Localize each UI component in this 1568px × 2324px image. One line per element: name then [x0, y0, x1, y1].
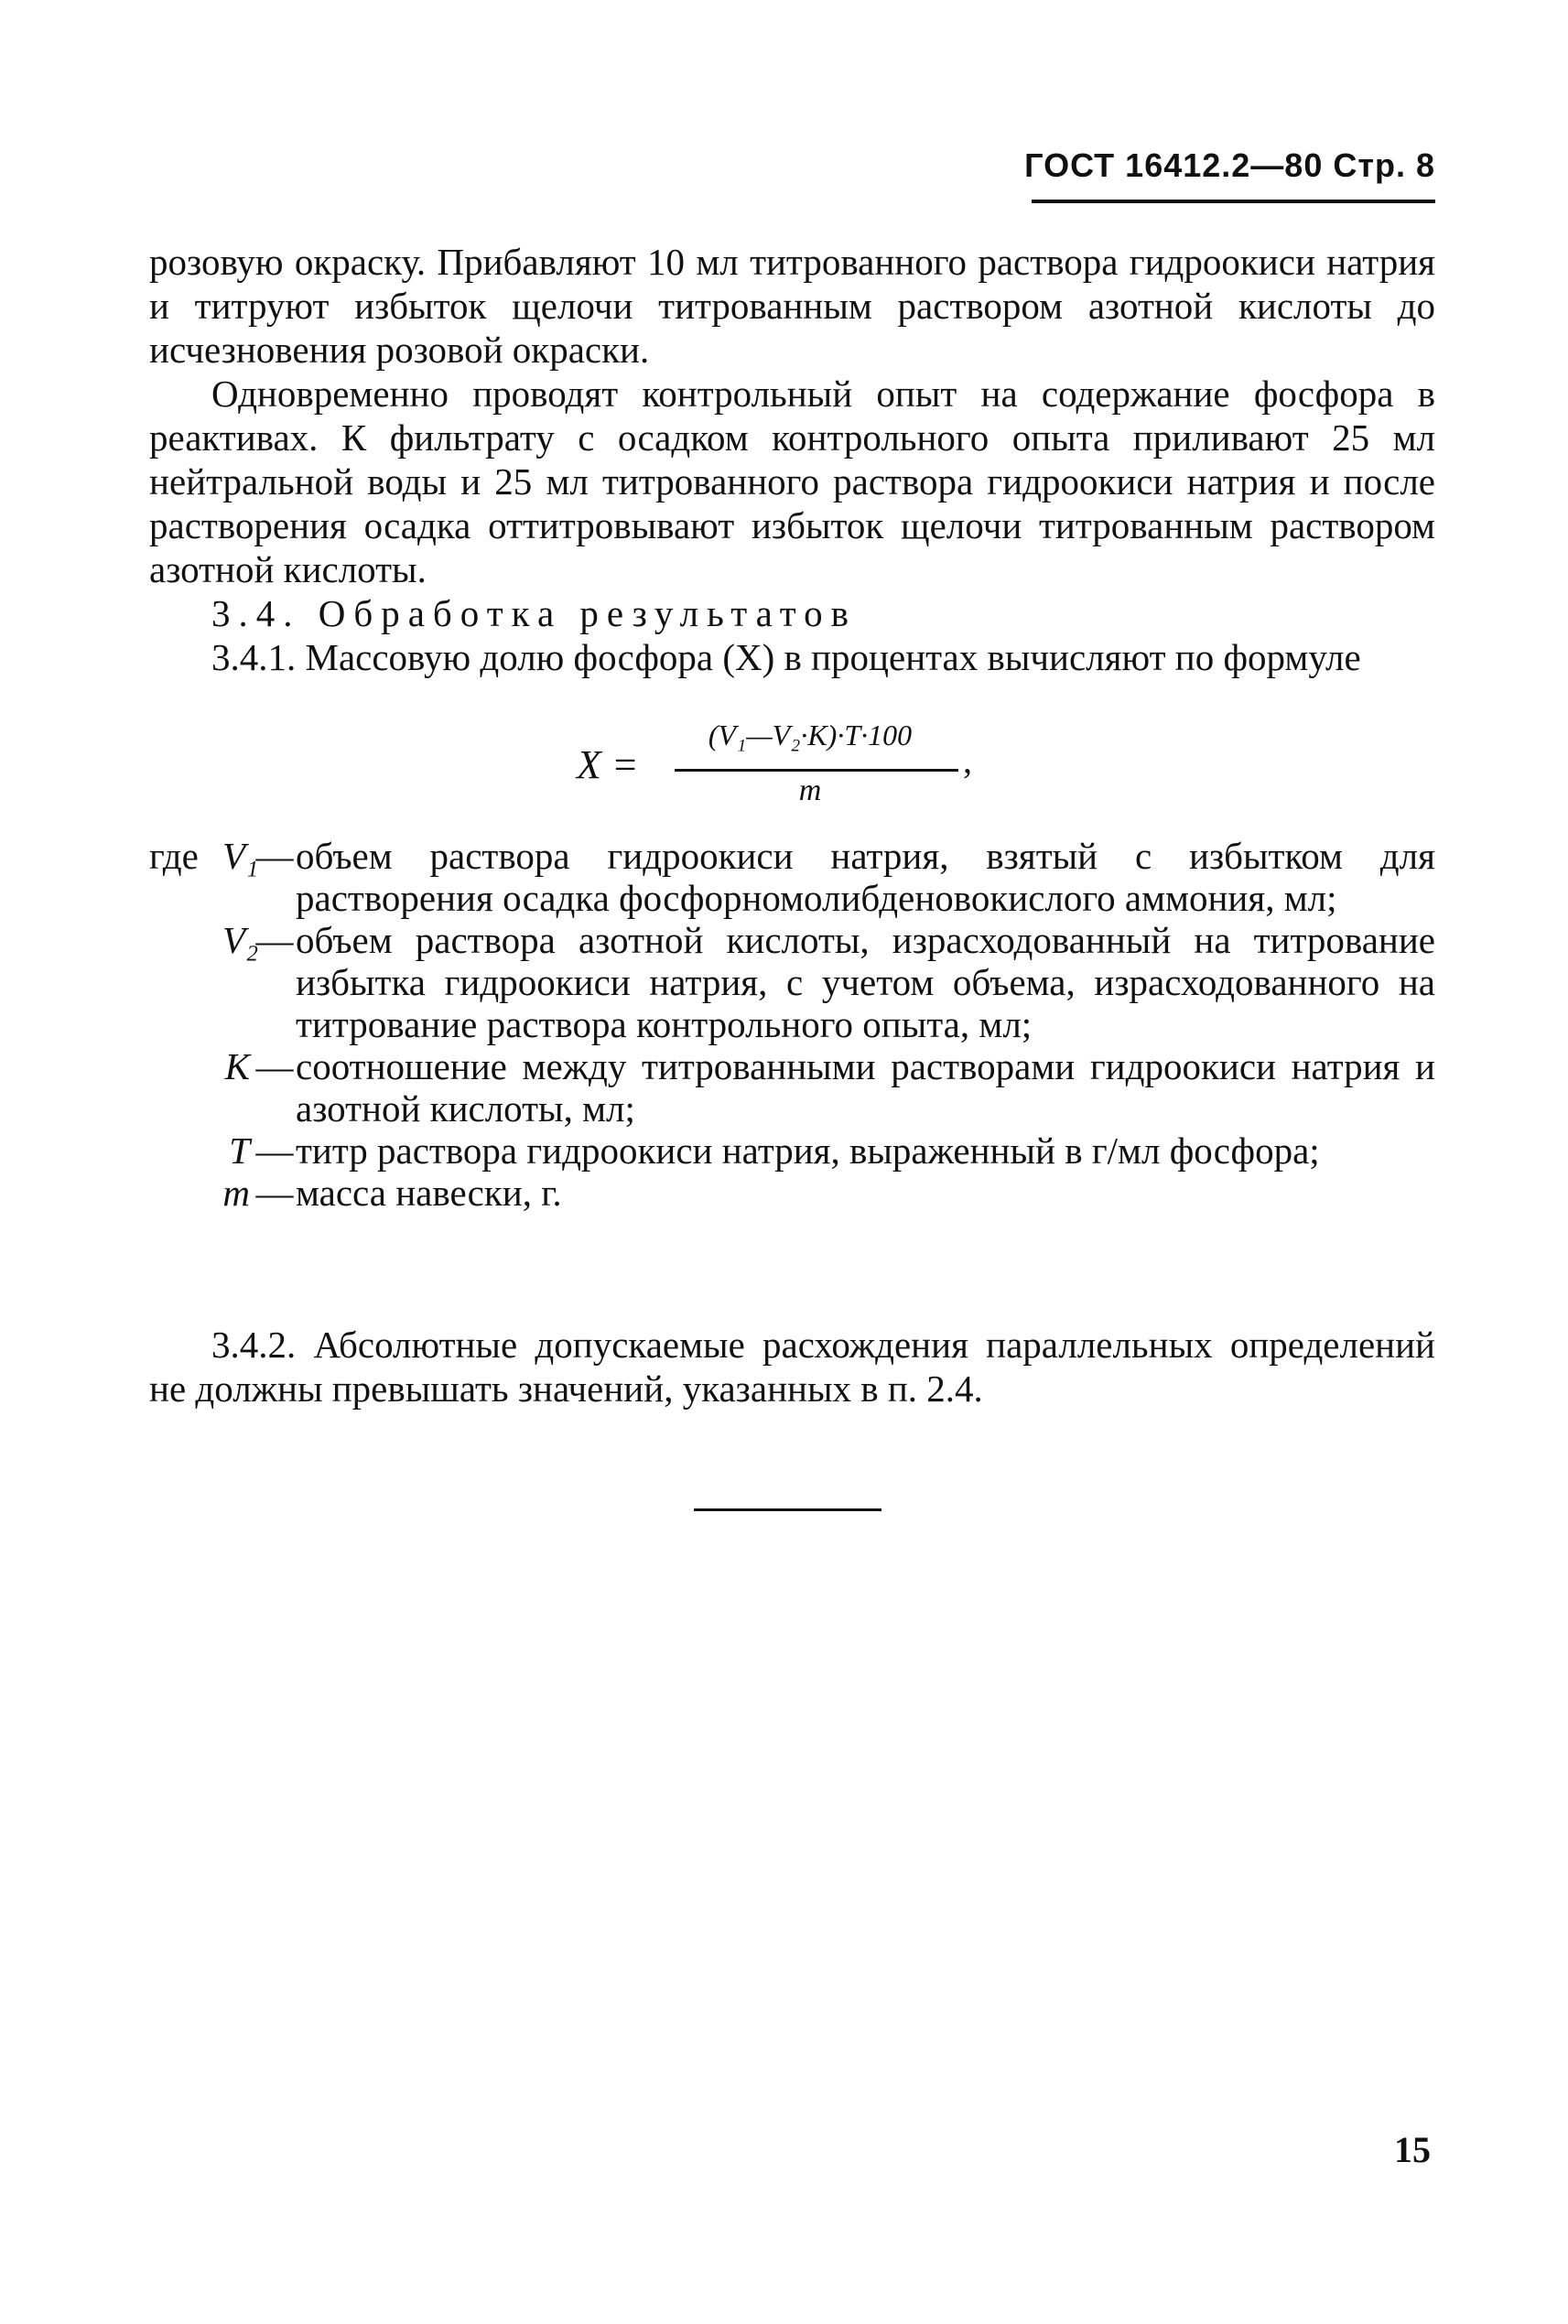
- formula-lhs: X =: [577, 742, 639, 787]
- formula-numerator: (V₁—V₂·K)·T·100: [708, 719, 913, 751]
- definition-dash: —: [255, 919, 294, 961]
- definition-row: [149, 1130, 1435, 1172]
- page-number: 15: [1394, 2129, 1431, 2170]
- paragraph-control-test: Одновременно проводят контрольный опыт на содержание фосфора в реактивах. К фильтрату с осадком контрольного опыта приливают 25 мл нейтральной воды и 25 мл титрованного раствора гидроокиси натрия и после растворения осадка оттитровывают избыток щелочи титрованным раствором азотной кислоты.: [149, 373, 1435, 590]
- paragraph-formula-intro: 3.4.1. Массовую долю фосфора (X) в процентах вычисляют по формуле: [211, 636, 1361, 678]
- definition-text: объем раствора азотной кислоты, израсходованный на титрование избытка гидроокиси натрия, с учетом объема, израсходованного на титрование раствора контрольного опыта, мл;: [296, 919, 1435, 1045]
- page-header: ГОСТ 16412.2—80 Стр. 8: [1024, 146, 1435, 184]
- definition-symbol: V₂: [222, 919, 259, 961]
- definition-text: объем раствора гидроокиси натрия, взятый с избытком для растворения осадка фосфорномолибденовокислого аммония, мл;: [296, 835, 1435, 919]
- definition-text: титр раствора гидроокиси натрия, выраженный в г/мл фосфора;: [296, 1130, 1320, 1172]
- definition-symbol: V₁: [222, 835, 259, 877]
- definition-dash: —: [255, 1045, 294, 1087]
- definition-text: соотношение между титрованными растворами гидроокиси натрия и азотной кислоты, мл;: [296, 1045, 1435, 1130]
- text-block-bottom: [149, 1323, 1435, 1411]
- definition-dash: —: [255, 1130, 294, 1172]
- formula: [577, 719, 1016, 828]
- formula-comma: ,: [963, 740, 972, 781]
- definition-row: [149, 835, 1435, 919]
- formula-fraction-bar: [675, 769, 958, 772]
- end-separator-rule: [694, 1508, 881, 1511]
- definition-dash: —: [255, 1172, 294, 1214]
- section-heading-results: 3.4. Обработка результатов: [211, 592, 858, 634]
- definition-text: масса навески, г.: [296, 1172, 562, 1214]
- paragraph-tolerance: 3.4.2. Абсолютные допускаемые расхождения параллельных определений не должны превышать значений, указанных в п. 2.4.: [149, 1324, 1435, 1410]
- definition-symbol: K: [224, 1045, 250, 1087]
- definitions-prefix: где: [149, 835, 199, 877]
- definitions-list: [149, 835, 1435, 1214]
- text-block-top: [149, 240, 1435, 679]
- header-rule: [1032, 200, 1435, 203]
- formula-denominator: m: [798, 773, 822, 807]
- definition-row: [149, 919, 1435, 1045]
- definition-dash: —: [255, 835, 294, 877]
- paragraph-continuation: розовую окраску. Прибавляют 10 мл титрованного раствора гидроокиси натрия и титруют избыток щелочи титрованным раствором азотной кислоты до исчезновения розовой окраски.: [149, 241, 1435, 371]
- definition-row: [149, 1045, 1435, 1130]
- definition-symbol: T: [229, 1130, 250, 1172]
- definition-row: [149, 1172, 1435, 1214]
- definition-symbol: m: [222, 1172, 250, 1214]
